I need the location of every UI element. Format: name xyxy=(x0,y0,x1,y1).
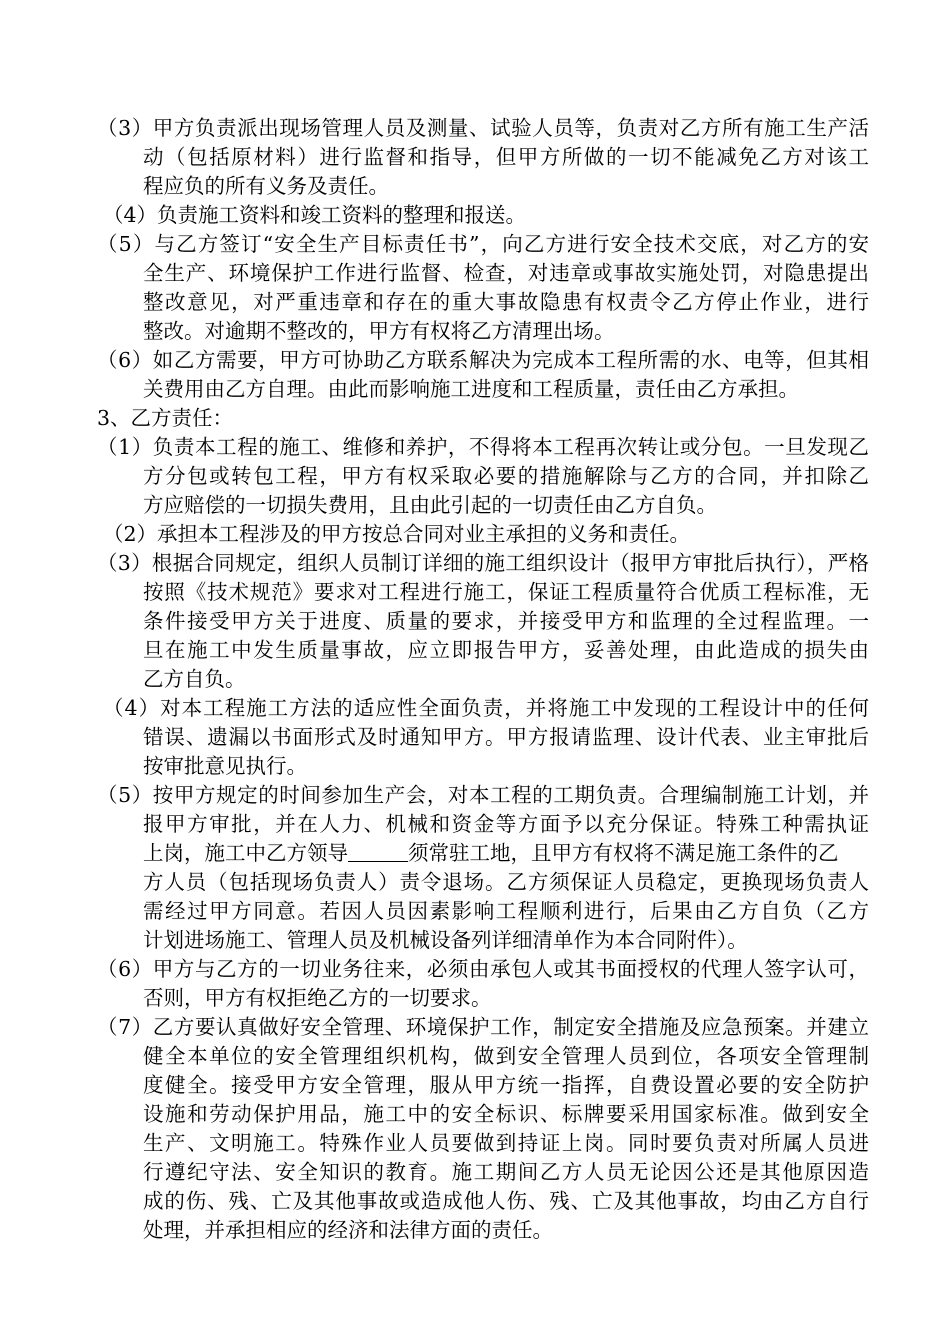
text-line: 需经过甲方同意。若因人员因素影响工程顺利进行，后果由乙方自负（乙方 xyxy=(143,899,869,923)
text-line: 关费用由乙方自理。由此而影响施工进度和工程质量，责任由乙方承担。 xyxy=(143,377,799,401)
text-line: 设施和劳动保护用品，施工中的安全标识、标牌要采用国家标准。做到安全 xyxy=(143,1102,869,1126)
text-line: 条件接受甲方关于进度、质量的要求，并接受甲方和监理的全过程监理。一 xyxy=(143,609,869,633)
text-line: （1）负责本工程的施工、维修和养护，不得将本工程再次转让或分包。一旦发现乙 xyxy=(97,435,869,459)
text-line: 整改意见，对严重违章和存在的重大事故隐患有权责令乙方停止作业，进行 xyxy=(143,290,869,314)
text-line: 动（包括原材料）进行监督和指导，但甲方所做的一切不能减免乙方对该工 xyxy=(143,145,869,169)
text-line: 旦在施工中发生质量事故，应立即报告甲方，妥善处理，由此造成的损失由 xyxy=(143,638,869,662)
text-line: 方应赔偿的一切损失费用，且由此引起的一切责任由乙方自负。 xyxy=(143,493,717,517)
text-line: 方分包或转包工程，甲方有权采取必要的措施解除与乙方的合同，并扣除乙 xyxy=(143,464,869,488)
text-line: 整改。对逾期不整改的，甲方有权将乙方清理出场。 xyxy=(143,319,615,343)
text-line: 度健全。接受甲方安全管理，服从甲方统一指挥，自费设置必要的安全防护 xyxy=(143,1073,869,1097)
section-heading: 3、乙方责任： xyxy=(97,406,234,430)
text-line: （5）按甲方规定的时间参加生产会，对本工程的工期负责。合理编制施工计划，并 xyxy=(97,783,869,807)
text-line: 健全本单位的安全管理组织机构，做到安全管理人员到位，各项安全管理制 xyxy=(143,1044,869,1068)
text-line: 全生产、环境保护工作进行监督、检查，对违章或事故实施处罚，对隐患提出 xyxy=(143,261,869,285)
text-line: （7）乙方要认真做好安全管理、环境保护工作，制定安全措施及应急预案。并建立 xyxy=(97,1015,869,1039)
text-line: 否则，甲方有权拒绝乙方的一切要求。 xyxy=(143,986,492,1010)
text-line: 按照《技术规范》要求对工程进行施工，保证工程质量符合优质工程标准，无 xyxy=(143,580,869,604)
text-line: 行遵纪守法、安全知识的教育。施工期间乙方人员无论因公还是其他原因造 xyxy=(143,1160,869,1184)
text-line: （3）根据合同规定，组织人员制订详细的施工组织设计（报甲方审批后执行），严格 xyxy=(97,551,869,575)
text-line: 处理，并承担相应的经济和法律方面的责任。 xyxy=(143,1218,553,1242)
text-line: 计划进场施工、管理人员及机械设备列详细清单作为本合同附件）。 xyxy=(143,928,748,952)
text-line: 方人员（包括现场负责人）责令退场。乙方须保证人员稳定，更换现场负责人 xyxy=(143,870,869,894)
text-line: （6）甲方与乙方的一切业务往来，必须由承包人或其书面授权的代理人签字认可， xyxy=(97,957,869,981)
text-line: 乙方自负。 xyxy=(143,667,246,691)
text-line: 按审批意见执行。 xyxy=(143,754,307,778)
text-line: 生产、文明施工。特殊作业人员要做到持证上岗。同时要负责对所属人员进 xyxy=(143,1131,869,1155)
text-line: （3）甲方负责派出现场管理人员及测量、试验人员等，负责对乙方所有施工生产活 xyxy=(97,116,869,140)
text-line: （2）承担本工程涉及的甲方按总合同对业主承担的义务和责任。 xyxy=(103,522,691,546)
text-line: 报甲方审批，并在人力、机械和资金等方面予以充分保证。特殊工种需执证 xyxy=(143,812,869,836)
text-line: （4）负责施工资料和竣工资料的整理和报送。 xyxy=(103,203,527,227)
text-line: 程应负的所有义务及责任。 xyxy=(143,174,389,198)
text-line: （4）对本工程施工方法的适应性全面负责，并将施工中发现的工程设计中的任何 xyxy=(103,696,869,720)
text-line: 成的伤、残、亡及其他事故或造成他人伤、残、亡及其他事故，均由乙方自行 xyxy=(143,1189,869,1213)
text-fragment: 上岗，施工中乙方领导 xyxy=(143,841,348,865)
text-fragment: 须常驻工地，且甲方有权将不满足施工条件的乙 xyxy=(408,841,839,865)
text-line: 错误、遗漏以书面形式及时通知甲方。甲方报请监理、设计代表、业主审批后 xyxy=(143,725,869,749)
text-line: （6）如乙方需要，甲方可协助乙方联系解决为完成本工程所需的水、电等，但其相 xyxy=(97,348,869,372)
text-line-with-blank xyxy=(143,840,869,866)
text-line: （5）与乙方签订“安全生产目标责任书”，向乙方进行安全技术交底，对乙方的安 xyxy=(97,232,869,256)
fill-in-blank xyxy=(348,843,408,862)
